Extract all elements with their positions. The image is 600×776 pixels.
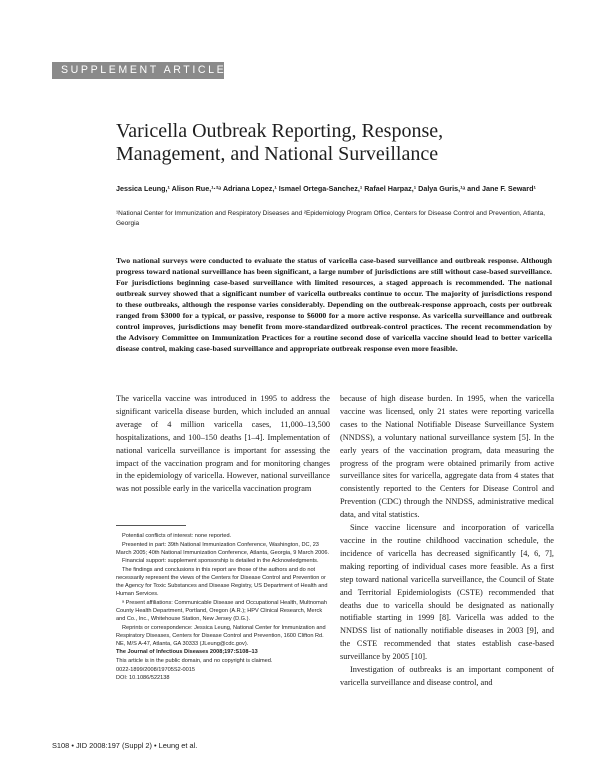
body-paragraph: The varicella vaccine was introduced in 1995 to address the significant varicella disease burden, which included an annual average of 4 million varicella cases, 11,000–13,500 hospitalizations, and 100–150 deaths [1–4]. Implementation of national varicella surveillance is important for assessing the impact of the vaccination program and for monitoring changes in the epidemiology of varicella. However, national surveillance was not possible early in the varicella vaccination program (116, 394, 330, 494)
body-column-right (340, 393, 554, 690)
public-domain-note: This article is in the public domain, and no copyright is claimed. (116, 657, 273, 664)
journal-citation: The Journal of Infectious Diseases 2008;197:S108–13 (116, 649, 258, 656)
footnotes (116, 532, 330, 683)
footnote-disclaimer: The findings and conclusions in this report are those of the authors and do not necessarily represent the views of the Centers for Disease Control and Prevention or the Agency for Toxic Substances and Disease Registry, US Department of Health and Human Services. (116, 566, 328, 598)
article-title: Varicella Outbreak Reporting, Response, Management, and National Surveillance (116, 120, 444, 165)
author-affiliations: ¹National Center for Immunization and Respiratory Diseases and ²Epidemiology Program Office, Centers for Disease Control and Prevention, Atlanta, Georgia (116, 210, 546, 227)
footnote-presented: Presented in part: 39th National Immunization Conference, Washington, DC, 23 March 2005; 40th National Immunization Conference, Atlanta, Georgia, 9 March 2006. (116, 541, 329, 556)
body-paragraph: Investigation of outbreaks is an important component of varicella surveillance and disease control, and (340, 665, 554, 687)
supplement-article-banner (52, 62, 227, 79)
page-footer: S108 • JID 2008:197 (Suppl 2) • Leung et al. (52, 741, 198, 750)
body-paragraph: because of high disease burden. In 1995, when the varicella vaccine was licensed, only 21 states were reporting varicella cases to the National Notifiable Disease Surveillance System (NNDSS), a voluntary national surveillance system [5]. In the early years of the vaccination program, data measuring the progress of the program were obtained primarily from active surveillance sites for varicella, aggregate data from 4 states that consistently reported to the Centers for Disease Control and Prevention (CDC) through the NNDSS, administrative medical data, and vital statistics. (340, 394, 554, 520)
footnote-correspondence: Reprints or correspondence: Jessica Leung, National Center for Immunization and Respiratory Diseases, Centers for Disease Control and Prevention, 1600 Clifton Rd. NE, M/S A-47, Atlanta, GA 30333 (JLeung@cdc.gov). (116, 624, 326, 647)
body-paragraph: Since vaccine licensure and incorporation of varicella vaccine in the routine childhood vaccination schedule, the incidence of varicella has decreased significantly [4, 6, 7], making reporting of individual cases more feasible. As a first step toward national varicella surveillance, the Council of State and Territorial Epidemiologists (CSTE) recommended that deaths due to varicella should be designated as nationally notifiable starting in 1999 [8]. Varicella was added to the NNDSS list of nationally notifiable diseases in 2003 [9], and the CSTE recommended that states establish case-based surveillance by 2005 [10]. (340, 523, 554, 662)
author-list: Jessica Leung,¹ Alison Rue,¹·²ᵃ Adriana Lopez,¹ Ismael Ortega-Sanchez,¹ Rafael Harpaz,¹ Dalya Guris,¹ᵃ and Jane F. Seward¹ (116, 184, 536, 193)
banner-label: SUPPLEMENT ARTICLE (61, 64, 227, 76)
footnote-conflicts: Potential conflicts of interest: none reported. (122, 533, 232, 539)
footnote-divider (116, 525, 186, 526)
footnote-financial-support: Financial support: supplement sponsorship is detailed in the Acknowledgments. (122, 558, 319, 565)
footnote-present-affiliations: ᵃ Present affiliations: Communicable Disease and Occupational Health, Multnomah County Health Department, Portland, Oregon (A.R.); HPV Clinical Research, Merck and Co., Inc., Whitehouse Station, New Jersey (D.G.). (116, 599, 328, 622)
issn: 0022-1899/2008/19705S2-0015 (116, 666, 196, 673)
body-column-left (116, 393, 330, 496)
abstract: Two national surveys were conducted to evaluate the status of varicella case-based surveillance and outbreak response. Although progress toward national surveillance has been significant, a large number of jurisdictions are still without case-based surveillance. For jurisdictions beginning case-based surveillance with limited resources, a staged approach is recommended. The national outbreak survey showed that a significant number of varicella outbreaks continue to occur. The majority of jurisdictions respond to these outbreaks, although the response varies considerably. Depending on the outbreak-response approach, costs per outbreak ranged from $3000 for a typical, or passive, response to $6000 for a more active response. As varicella surveillance and outbreak control improves, jurisdictions may benefit from more-standardized outbreak-control practices. The recent recommendation by the Advisory Committee on Immunization Practices for a routine second dose of varicella vaccine should lead to better varicella disease control, making case-based surveillance and appropriate outbreak response even more feasible. (116, 256, 552, 353)
doi: DOI: 10.1086/522138 (116, 675, 170, 682)
